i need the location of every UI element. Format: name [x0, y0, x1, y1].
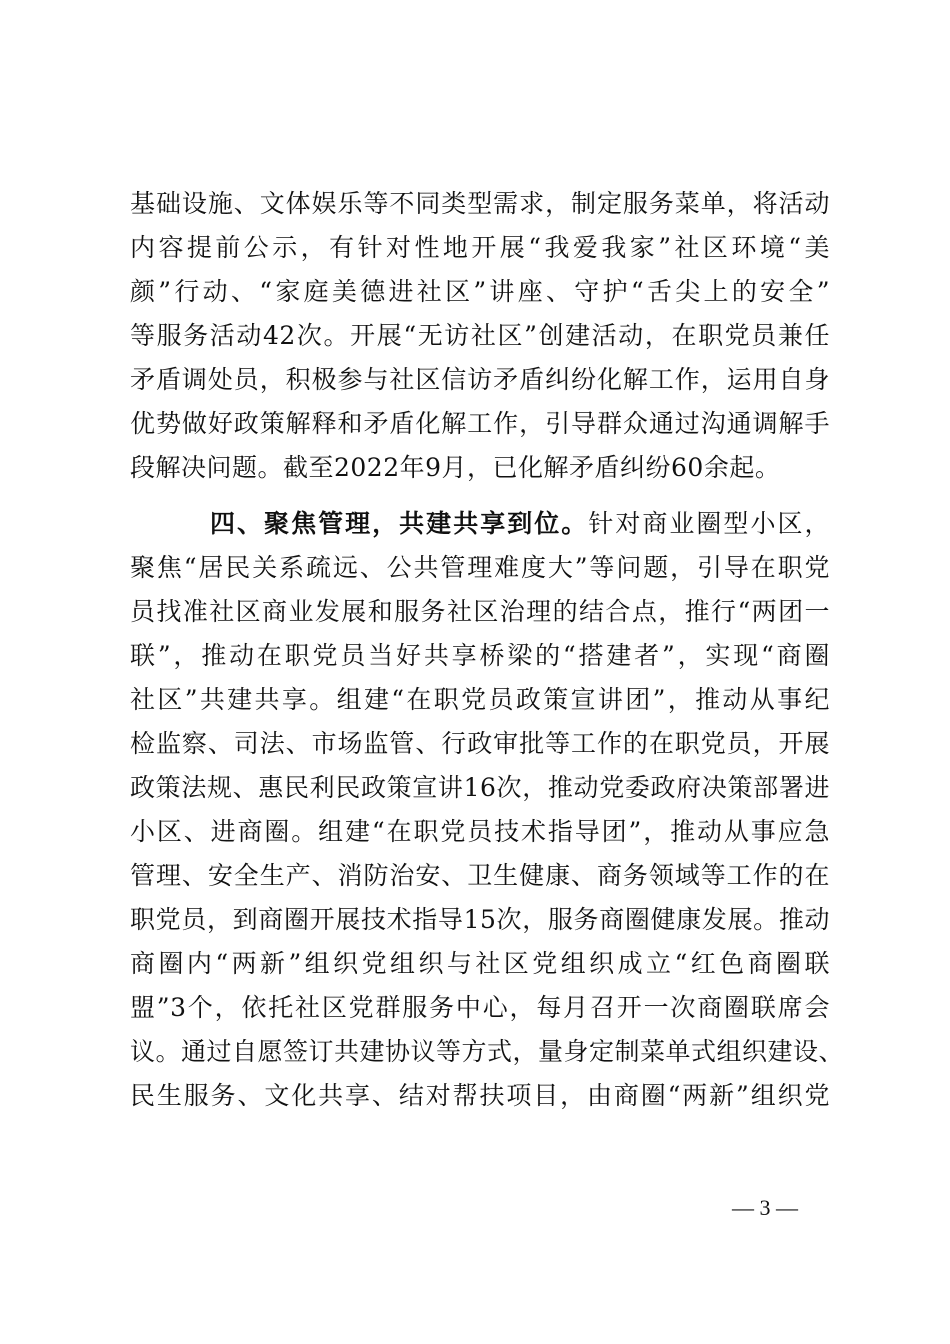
- heading-line-rest: 针对商业圈型小区，: [588, 509, 830, 538]
- section-four-first-line: [210, 502, 830, 546]
- text-line: 员找准社区商业发展和服务社区治理的结合点，推行“两团一: [130, 597, 830, 626]
- text-line: 管理、安全生产、消防治安、卫生健康、商务领域等工作的在: [130, 861, 830, 890]
- text-line: 颜”行动、“家庭美德进社区”讲座、守护“舌尖上的安全”: [130, 277, 830, 306]
- text-line: 小区、进商圈。组建“在职党员技术指导团”，推动从事应急: [130, 817, 830, 846]
- text-line: 盟”3个，依托社区党群服务中心，每月召开一次商圈联席会: [130, 993, 830, 1022]
- text-line: 政策法规、惠民利民政策宣讲16次，推动党委政府决策部署进: [130, 773, 830, 802]
- section-heading: 四、聚焦管理，共建共享到位。: [210, 509, 589, 538]
- text-line: 议。通过自愿签订共建协议等方式，量身定制菜单式组织建设、: [130, 1037, 845, 1066]
- text-line: 民生服务、文化共享、结对帮扶项目，由商圈“两新”组织党: [130, 1081, 830, 1110]
- text-line: 联”，推动在职党员当好共享桥梁的“搭建者”，实现“商圈: [130, 641, 830, 670]
- text-line: 优势做好政策解释和矛盾化解工作，引导群众通过沟通调解手: [130, 409, 830, 438]
- text-line: 商圈内“两新”组织党组织与社区党组织成立“红色商圈联: [130, 949, 830, 978]
- text-line: 基础设施、文体娱乐等不同类型需求，制定服务菜单，将活动: [130, 189, 830, 218]
- text-line: 职党员，到商圈开展技术指导15次，服务商圈健康发展。推动: [130, 905, 830, 934]
- text-line: 聚焦“居民关系疏远、公共管理难度大”等问题，引导在职党: [130, 553, 830, 582]
- text-line: 矛盾调处员，积极参与社区信访矛盾纠纷化解工作，运用自身: [130, 365, 830, 394]
- text-line: 段解决问题。截至2022年9月，已化解矛盾纠纷60余起。: [130, 453, 781, 482]
- text-line: 社区”共建共享。组建“在职党员政策宣讲团”，推动从事纪: [130, 685, 830, 714]
- text-line: 等服务活动42次。开展“无访社区”创建活动，在职党员兼任: [130, 321, 830, 350]
- text-line: 内容提前公示，有针对性地开展“我爱我家”社区环境“美: [130, 233, 830, 262]
- page-number: — 3 —: [732, 1195, 798, 1220]
- text-line: 检监察、司法、市场监管、行政审批等工作的在职党员，开展: [130, 729, 830, 758]
